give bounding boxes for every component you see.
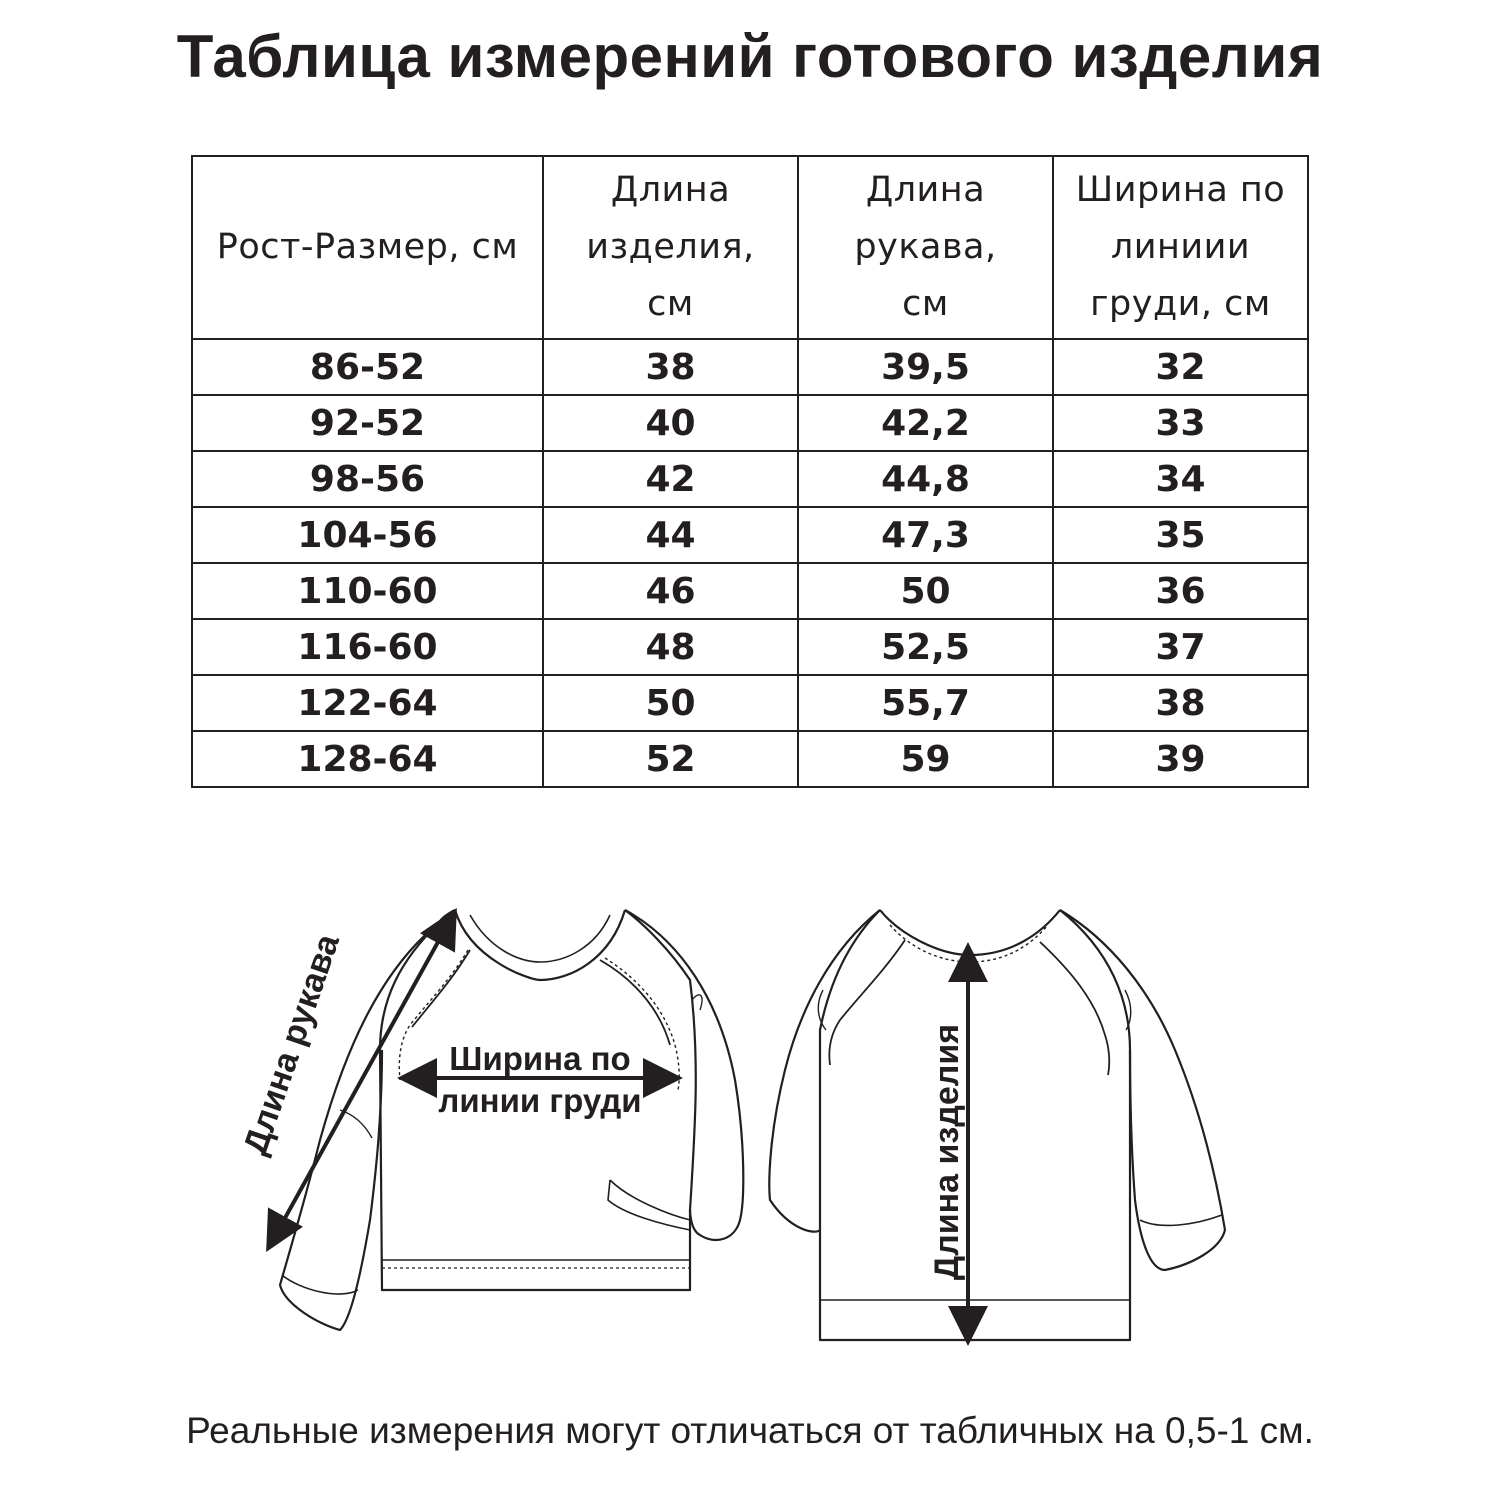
garment-diagram <box>0 880 1500 1380</box>
cell-garment-length: 38 <box>543 339 798 395</box>
cell-chest-width: 33 <box>1053 395 1308 451</box>
cell-height-size: 128-64 <box>192 731 543 787</box>
cell-chest-width: 35 <box>1053 507 1308 563</box>
chest-width-label-line1: Ширина по <box>449 1040 631 1077</box>
cell-garment-length: 50 <box>543 675 798 731</box>
size-table <box>191 155 1309 788</box>
cell-chest-width: 32 <box>1053 339 1308 395</box>
header-sleeve-length: Длина рукава, см <box>798 156 1053 339</box>
cell-height-size: 92-52 <box>192 395 543 451</box>
cell-sleeve-length: 55,7 <box>798 675 1053 731</box>
header-chest-width: Ширина по линиии груди, см <box>1053 156 1308 339</box>
footnote-disclaimer: Реальные измерения могут отличаться от табличных на 0,5-1 см. <box>186 1410 1314 1451</box>
chest-width-label-line2: линии груди <box>438 1082 642 1119</box>
cell-chest-width: 39 <box>1053 731 1308 787</box>
cell-sleeve-length: 42,2 <box>798 395 1053 451</box>
cell-chest-width: 37 <box>1053 619 1308 675</box>
table-row <box>192 451 1308 507</box>
cell-garment-length: 48 <box>543 619 798 675</box>
cell-sleeve-length: 39,5 <box>798 339 1053 395</box>
cell-height-size: 98-56 <box>192 451 543 507</box>
table-row <box>192 619 1308 675</box>
table-row <box>192 395 1308 451</box>
table-row <box>192 675 1308 731</box>
garment-length-label: Длина изделия <box>928 1023 966 1281</box>
cell-garment-length: 52 <box>543 731 798 787</box>
cell-chest-width: 34 <box>1053 451 1308 507</box>
cell-garment-length: 46 <box>543 563 798 619</box>
table-header-row <box>192 156 1308 339</box>
cell-height-size: 110-60 <box>192 563 543 619</box>
page-title: Таблица измерений готового изделия <box>176 23 1324 90</box>
cell-garment-length: 40 <box>543 395 798 451</box>
cell-garment-length: 42 <box>543 451 798 507</box>
table-row <box>192 731 1308 787</box>
sleeve-length-label: Длина рукава <box>236 929 348 1160</box>
back-sweatshirt-drawing <box>769 910 1225 1340</box>
cell-sleeve-length: 50 <box>798 563 1053 619</box>
cell-sleeve-length: 44,8 <box>798 451 1053 507</box>
cell-height-size: 116-60 <box>192 619 543 675</box>
cell-chest-width: 38 <box>1053 675 1308 731</box>
cell-chest-width: 36 <box>1053 563 1308 619</box>
cell-sleeve-length: 47,3 <box>798 507 1053 563</box>
table-row <box>192 339 1308 395</box>
cell-garment-length: 44 <box>543 507 798 563</box>
cell-height-size: 122-64 <box>192 675 543 731</box>
header-height-size: Рост-Размер, см <box>192 156 543 339</box>
cell-height-size: 86-52 <box>192 339 543 395</box>
table-row <box>192 563 1308 619</box>
cell-sleeve-length: 52,5 <box>798 619 1053 675</box>
cell-sleeve-length: 59 <box>798 731 1053 787</box>
front-sweatshirt-drawing <box>280 910 743 1330</box>
header-garment-length: Длина изделия, см <box>543 156 798 339</box>
cell-height-size: 104-56 <box>192 507 543 563</box>
table-row <box>192 507 1308 563</box>
